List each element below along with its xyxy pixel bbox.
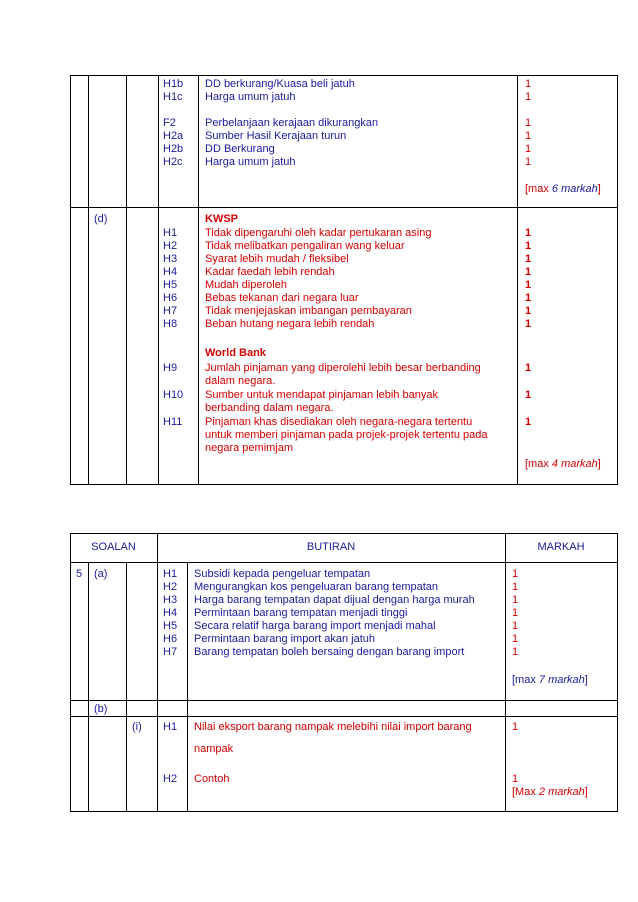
row-code: H5 bbox=[163, 620, 178, 632]
row-text-line: Jumlah pinjaman yang diperolehi lebih besar berbanding bbox=[205, 362, 481, 374]
row-text: Permintaan barang import akan jatuh bbox=[194, 633, 375, 645]
row-text: DD Berkurang bbox=[205, 143, 275, 155]
row-mark: 1 bbox=[525, 130, 532, 142]
row-mark: 1 bbox=[512, 773, 519, 785]
row-text-line: Nilai eksport barang nampak melebihi nilai import barang bbox=[194, 721, 472, 733]
part-label: (d) bbox=[94, 213, 108, 225]
row-mark: 1 bbox=[512, 646, 519, 658]
row-code: H1b bbox=[163, 78, 184, 90]
row-mark: 1 bbox=[525, 240, 532, 252]
bottom-col-line-4 bbox=[157, 562, 158, 812]
bottom-col-line-2 bbox=[88, 562, 89, 812]
row-mark: 1 bbox=[525, 389, 532, 401]
row-text-line: Pinjaman khas disediakan oleh negara-negara tertentu bbox=[205, 416, 473, 428]
row-text: Secara relatif harga barang import menjadi mahal bbox=[194, 620, 436, 632]
row-mark: 1 bbox=[525, 318, 532, 330]
bottom-col-line-1 bbox=[70, 533, 71, 812]
row-text: Kadar faedah lebih rendah bbox=[205, 266, 335, 278]
row-code: H2 bbox=[163, 773, 178, 785]
row-mark: 1 bbox=[525, 227, 532, 239]
bottom-col-line-5 bbox=[187, 562, 188, 812]
row-mark: 1 bbox=[525, 416, 532, 428]
part-label: (a) bbox=[94, 568, 108, 580]
row-text-line: dalam negara. bbox=[205, 375, 276, 387]
row-text-line: berbanding dalam negara. bbox=[205, 402, 334, 414]
row-code: H7 bbox=[163, 646, 178, 658]
row-code: H9 bbox=[163, 362, 178, 374]
row-code: H6 bbox=[163, 292, 178, 304]
row-code: H8 bbox=[163, 318, 178, 330]
row-mark: 1 bbox=[525, 266, 532, 278]
max-mark-d: [max 4 markah] bbox=[525, 458, 601, 470]
top-col-line-5 bbox=[198, 75, 199, 485]
header-soalan: SOALAN bbox=[91, 541, 136, 553]
row-text-line: untuk memberi pinjaman pada projek-projek tertentu pada bbox=[205, 429, 488, 441]
sub-part-label: (i) bbox=[132, 721, 142, 733]
row-mark: 1 bbox=[525, 156, 532, 168]
row-code: H1 bbox=[163, 721, 178, 733]
row-code: H2c bbox=[163, 156, 183, 168]
row-mark: 1 bbox=[512, 620, 519, 632]
row-code: H2 bbox=[163, 240, 178, 252]
row-code: F2 bbox=[163, 117, 176, 129]
part-b-divider bbox=[70, 716, 618, 717]
row-mark: 1 bbox=[525, 362, 532, 374]
row-code: H11 bbox=[163, 416, 183, 428]
top-col-line-2 bbox=[88, 75, 89, 485]
row-code: H1 bbox=[163, 568, 178, 580]
row-text: DD berkurang/Kuasa beli jatuh bbox=[205, 78, 355, 90]
row-mark: 1 bbox=[525, 91, 532, 103]
row-code: H1 bbox=[163, 227, 178, 239]
bottom-col-line-6 bbox=[505, 562, 506, 812]
row-mark: 1 bbox=[525, 117, 532, 129]
row-code: H10 bbox=[163, 389, 184, 401]
row-mark: 1 bbox=[525, 279, 532, 291]
row-mark: 1 bbox=[512, 568, 519, 580]
top-col-line-7 bbox=[617, 75, 618, 485]
row-text-line: nampak bbox=[194, 743, 234, 755]
bottom-table-border-top bbox=[70, 533, 618, 534]
row-text: Syarat lebih mudah / fleksibel bbox=[205, 253, 349, 265]
part-a-divider bbox=[70, 700, 618, 701]
row-text: Sumber Hasil Kerajaan turun bbox=[205, 130, 347, 142]
top-col-line-4 bbox=[158, 75, 159, 485]
world-bank-heading: World Bank bbox=[205, 347, 266, 359]
top-col-line-6 bbox=[517, 75, 518, 485]
max-mark-c: [max 6 markah] bbox=[525, 183, 601, 195]
header-divider bbox=[70, 562, 618, 563]
row-text: Tidak dipengaruhi oleh kadar pertukaran asing bbox=[205, 227, 432, 239]
row-mark: 1 bbox=[525, 143, 532, 155]
row-text: Barang tempatan boleh bersaing dengan barang import bbox=[194, 646, 465, 658]
row-mark: 1 bbox=[525, 305, 532, 317]
row-text: Harga barang tempatan dapat dijual dengan harga murah bbox=[194, 594, 475, 606]
top-table-border-bottom bbox=[70, 484, 618, 485]
row-mark: 1 bbox=[512, 594, 519, 606]
row-text: Harga umum jatuh bbox=[205, 91, 296, 103]
row-text-line: Sumber untuk mendapat pinjaman lebih banyak bbox=[205, 389, 438, 401]
row-code: H4 bbox=[163, 266, 178, 278]
row-code: H7 bbox=[163, 305, 178, 317]
row-text: Bebas tekanan dari negara luar bbox=[205, 292, 359, 304]
row-mark: 1 bbox=[512, 581, 519, 593]
row-text: Permintaan barang tempatan menjadi tinggi bbox=[194, 607, 408, 619]
row-text: Mudah diperoleh bbox=[205, 279, 287, 291]
row-text: Beban hutang negara lebih rendah bbox=[205, 318, 375, 330]
max-mark-a: [max 7 markah] bbox=[512, 674, 588, 686]
top-col-line-3 bbox=[126, 75, 127, 485]
row-code: H3 bbox=[163, 253, 178, 265]
row-text: Tidak melibatkan pengaliran wang keluar bbox=[205, 240, 405, 252]
row-mark: 1 bbox=[525, 292, 532, 304]
row-code: H2 bbox=[163, 581, 178, 593]
row-code: H3 bbox=[163, 594, 178, 606]
max-mark-b: [Max 2 markah] bbox=[512, 786, 588, 798]
header-butiran: BUTIRAN bbox=[306, 541, 356, 553]
row-code: H1c bbox=[163, 91, 183, 103]
row-mark: 1 bbox=[512, 633, 519, 645]
top-table-border-top bbox=[70, 75, 618, 76]
row-code: H2b bbox=[163, 143, 184, 155]
bottom-col-line-3 bbox=[126, 562, 127, 812]
row-mark: 1 bbox=[512, 721, 519, 733]
row-code: H5 bbox=[163, 279, 178, 291]
row-text: Mengurangkan kos pengeluaran barang tempatan bbox=[194, 581, 439, 593]
bottom-col-line-last bbox=[617, 533, 618, 812]
row-mark: 1 bbox=[525, 78, 532, 90]
top-col-line-1 bbox=[70, 75, 71, 485]
row-text-line: negara pemimjam bbox=[205, 442, 294, 454]
row-text: Perbelanjaan kerajaan dikurangkan bbox=[205, 117, 379, 129]
top-table-divider bbox=[70, 207, 618, 208]
row-code: H6 bbox=[163, 633, 178, 645]
header-markah: MARKAH bbox=[537, 541, 585, 553]
row-text: Subsidi kepada pengeluar tempatan bbox=[194, 568, 371, 580]
row-mark: 1 bbox=[512, 607, 519, 619]
row-code: H2a bbox=[163, 130, 184, 142]
row-text: Tidak menjejaskan imbangan pembayaran bbox=[205, 305, 412, 317]
row-text: Harga umum jatuh bbox=[205, 156, 296, 168]
row-text: Contoh bbox=[194, 773, 230, 785]
row-mark: 1 bbox=[525, 253, 532, 265]
kwsp-heading: KWSP bbox=[205, 213, 238, 225]
bottom-table-border-bottom bbox=[70, 811, 618, 812]
part-label: (b) bbox=[94, 703, 108, 715]
question-number: 5 bbox=[76, 568, 83, 580]
row-code: H4 bbox=[163, 607, 178, 619]
